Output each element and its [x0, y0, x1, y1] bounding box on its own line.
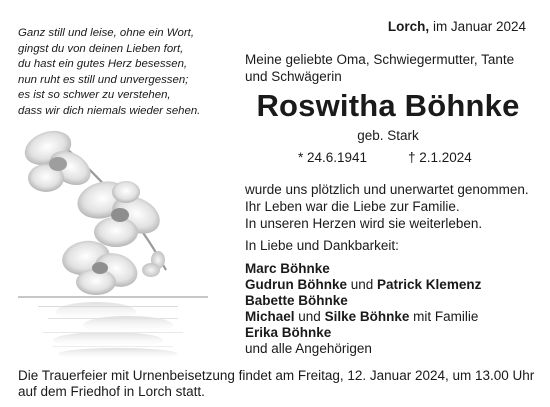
message-line: Ihr Leben war die Liebe zur Familie. — [245, 199, 460, 214]
signer-suffix: mit Familie — [409, 309, 479, 324]
poem-line: Ganz still und leise, ohne ein Wort, — [18, 27, 195, 39]
signer-name: Marc Böhnke — [245, 261, 330, 276]
signer-name: Babette Böhnke — [245, 293, 348, 308]
signer-name: Michael — [245, 309, 295, 324]
deceased-name: Roswitha Böhnke — [256, 88, 520, 123]
signer-line: und alle Angehörigen — [245, 341, 372, 356]
death-date: † 2.1.2024 — [408, 150, 472, 165]
birth-date: * 24.6.1941 — [298, 150, 368, 165]
signer-name: Silke Böhnke — [324, 309, 410, 324]
signer-line — [245, 293, 481, 309]
poem-line: du hast ein gutes Herz besessen, — [18, 58, 188, 71]
orchid-image — [8, 120, 218, 365]
intro-text — [245, 51, 514, 85]
footer-line: Die Trauerfeier mit Urnenbeisetzung findet am Freitag, 12. Januar 2024, um 13.00 Uhr — [18, 368, 535, 383]
poem-line: gingst du von deinen Lieben fort, — [18, 42, 184, 55]
funeral-notice — [18, 368, 538, 400]
intro-line: und Schwägerin — [245, 69, 342, 84]
signers-list — [245, 261, 481, 357]
message-line: wurde uns plötzlich und unerwartet genommen. — [245, 182, 529, 197]
conjunction: und — [347, 277, 378, 292]
dedication-line: In Liebe und Dankbarkeit: — [245, 238, 399, 253]
signer-line — [245, 325, 481, 341]
signer-name: Patrick Klemenz — [377, 277, 482, 292]
signer-name: Gudrun Böhnke — [245, 277, 347, 292]
place: Lorch, — [387, 19, 430, 34]
message-line: In unseren Herzen wird sie weiterleben. — [245, 216, 483, 231]
conjunction: und — [294, 309, 325, 324]
poem-line: dass wir dich niemals wieder sehen. — [18, 104, 201, 117]
date: im Januar 2024 — [429, 19, 526, 34]
message-text — [245, 181, 529, 232]
signer-line — [245, 261, 481, 277]
signer-line — [245, 277, 481, 293]
footer-line: auf dem Friedhof in Lorch statt. — [18, 384, 205, 399]
signer-name: Erika Böhnke — [245, 325, 332, 340]
poem-line: es ist so schwer zu verstehen, — [18, 89, 171, 102]
intro-line: Meine geliebte Oma, Schwiegermutter, Tante — [245, 52, 515, 67]
poem-line: nun ruht es still und unvergessen; — [18, 73, 189, 86]
signer-line — [245, 309, 481, 325]
place-date — [388, 19, 526, 34]
poem — [18, 26, 238, 120]
born-name: geb. Stark — [357, 128, 419, 143]
